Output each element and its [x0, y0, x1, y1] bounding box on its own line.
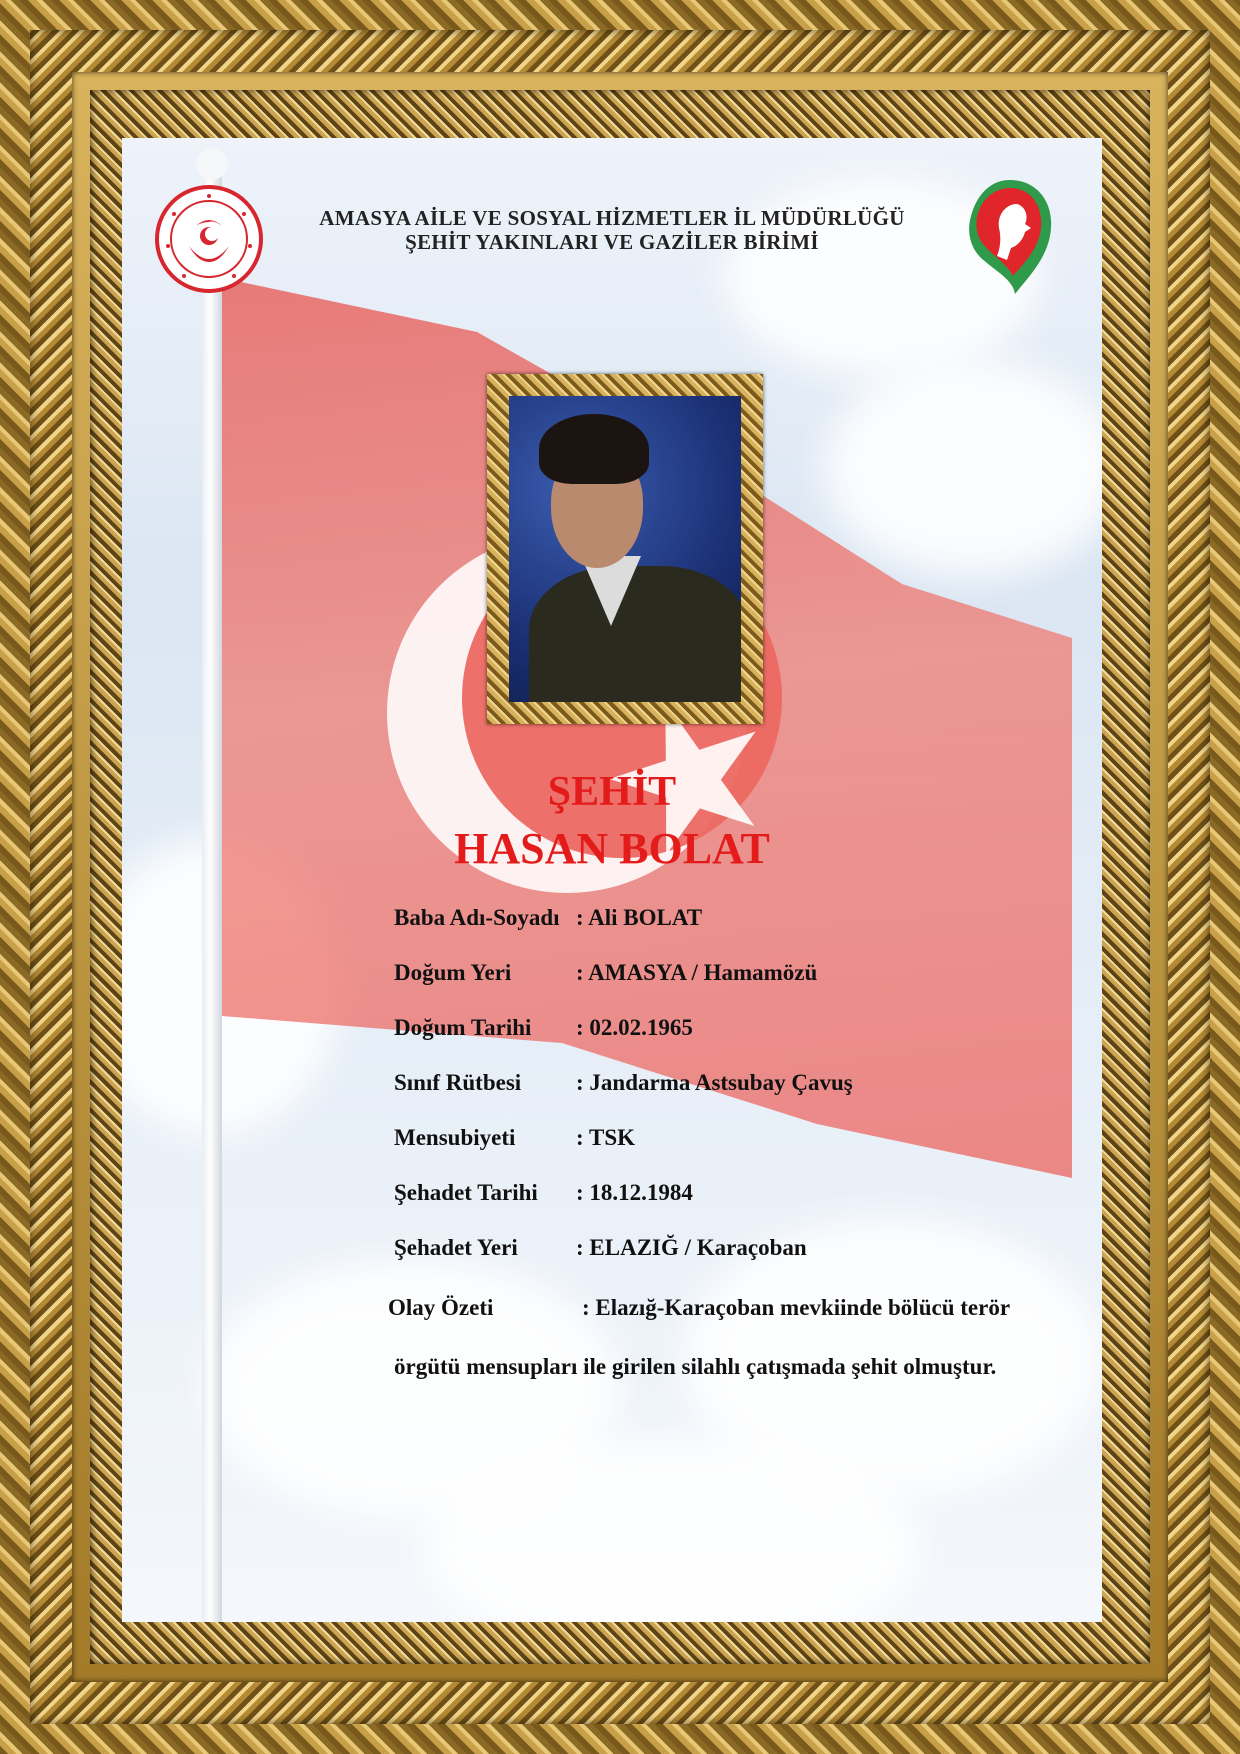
detail-label: Şehadet Tarihi [394, 1180, 538, 1205]
detail-label: Baba Adı-Soyadı [394, 905, 560, 930]
detail-row-birthplace [394, 960, 817, 986]
detail-value: : 02.02.1965 [576, 1015, 693, 1040]
flag-pole-top [196, 148, 228, 180]
title-sehit: ŞEHİT [547, 769, 677, 815]
portrait-frame [487, 374, 763, 724]
detail-value: : Jandarma Astsubay Çavuş [576, 1070, 853, 1095]
detail-value: : ELAZIĞ / Karaçoban [576, 1235, 807, 1260]
detail-value: : Ali BOLAT [576, 905, 703, 930]
detail-label: Doğum Tarihi [394, 1015, 532, 1040]
memorial-poster [122, 138, 1102, 1622]
detail-label: Şehadet Yeri [394, 1235, 518, 1260]
detail-value: : 18.12.1984 [576, 1180, 693, 1205]
detail-label: Doğum Yeri [394, 960, 512, 985]
summary-line1: : Elazığ-Karaçoban mevkiinde bölücü terör [582, 1295, 1011, 1320]
detail-row-affiliation [394, 1125, 635, 1151]
detail-row-martyrdom-date [394, 1180, 693, 1206]
portrait-hair [539, 414, 649, 484]
detail-row-martyrdom-place [394, 1235, 807, 1261]
summary-label: Olay Özeti [388, 1295, 494, 1320]
ministry-seal-icon [154, 184, 264, 294]
cloud [822, 358, 1102, 578]
detail-label: Sınıf Rütbesi [394, 1070, 522, 1095]
header-line1: AMASYA AİLE VE SOSYAL HİZMETLER İL MÜDÜRLÜĞÜ [319, 206, 905, 230]
header-line2: ŞEHİT YAKINLARI VE GAZİLER BİRİMİ [405, 230, 819, 254]
detail-value: : TSK [576, 1125, 636, 1150]
title-name: HASAN BOLAT [454, 824, 770, 873]
portrait-uniform [529, 566, 741, 702]
institution-header [272, 206, 952, 254]
detail-row-rank [394, 1070, 853, 1096]
flag-pole [202, 158, 222, 1622]
ataturk-silhouette-icon [967, 176, 1053, 296]
detail-row-father [394, 905, 702, 931]
detail-row-birthdate [394, 1015, 693, 1041]
summary-line2: örgütü mensupları ile girilen silahlı çatışmada şehit olmuştur. [394, 1354, 997, 1379]
detail-value: : AMASYA / Hamamözü [576, 960, 818, 985]
soldier-portrait [509, 396, 741, 702]
detail-label: Mensubiyeti [394, 1125, 516, 1150]
